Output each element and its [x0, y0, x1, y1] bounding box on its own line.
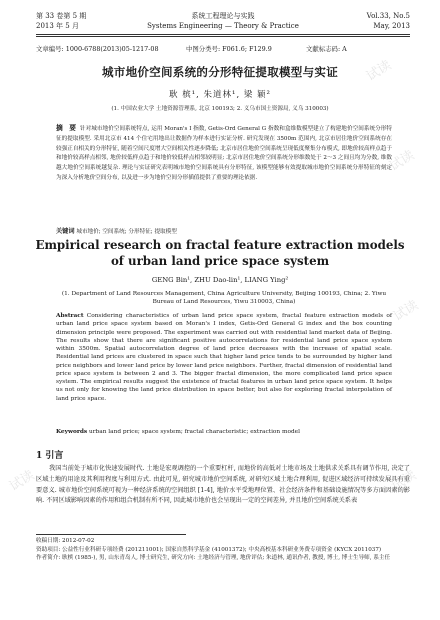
header-rule [36, 36, 410, 37]
watermark: 试读 [391, 297, 422, 325]
volume-cn: 第 33 卷第 5 期 [36, 12, 87, 20]
keywords-cn-label: 关键词 [56, 228, 75, 235]
abstract-cn-text: 针对城市地价空间系统特点, 运用 Moran's I 指数, Getis-Ord General G 指数和盒维数模型建立了构建地价空间系统分形特征的提取模型. 采用北京市 414 个住宅用地出让数据作为样本进行实证分析. 研究发现在 3500m 范围内, 北京市居住地价空间系统存在较强正自相关的分形特征, 随着空间尺度增大空间相关性逐步降低; 北京市居住地价空间系统呈现低度聚集分布模式, 即地价较高样点趋于和地价较高样点相邻, 地价较低样点趋于和地价较低样点相邻较明显; 北京市居住地价空间系统分形维数处于 2～3 之间且均为分数, 维数越大地价空间系统越复杂. 理论与实证研究表明城市地价空间系统具有分形特征, 该模型能够有效提取城市地价空间系统分形特征的刻定为深入分析地价空间分布, 以及进一步为地价空间分形插值提供了重要的理论依据. [56, 126, 393, 181]
date-cn: 2013 年 5 月 [36, 22, 79, 30]
section-heading: 1 引言 [36, 451, 64, 461]
document-code: 文献标志码: A [306, 45, 347, 53]
keywords-en [56, 429, 392, 435]
volume-en: Vol.33, No.5 [366, 12, 410, 20]
section-body: 我国当前处于城市化快速发展时代. 土地是宏观调控的一个重要杠杆, 而地价的高低对土地市场及土地供求关系具有调节作用, 决定了区域土地的用途及其利用程度与利用方式. 由此可见, 研究城市地价空间系统, 对研究区域土地合理利用, 促进区域经济可持续发展具有重要意义. 城市地价空间系统可视为一种经济系统的空间组织 [1-4], 地价水平受地理位置、社会经济条件和基础设施情况等多方面因素的影响. 不同区域影响因素的作用和组合机制有所不同, 因此城市地价也会呈现出一定的空间差异, 并且地价空间系统关系表 [36, 465, 410, 505]
footnote-rule [36, 534, 186, 535]
journal-name-en: Systems Engineering — Theory & Practice [147, 22, 299, 30]
abstract-en [56, 312, 392, 403]
footnote-received: 收稿日期: 2012-07-02 [36, 538, 95, 544]
keywords-cn-text: 城市地价; 空间系统; 分形特征; 提取模型 [76, 229, 177, 235]
authors-cn: 耿 槟¹, 朱道林¹, 梁 颖² [169, 90, 271, 100]
watermark: 试读 [387, 147, 418, 175]
authors-en: GENG Bin¹, ZHU Dao-lin¹, LIANG Ying² [151, 276, 289, 284]
watermark: 试读 [364, 57, 395, 85]
abstract-en-label: Abstract [56, 313, 84, 319]
title-en: Empirical research on fractal feature extraction models of urban land price space system [35, 238, 405, 268]
header-rule [36, 34, 410, 35]
affiliation-en: (1. Department of Land Resources Management, China Agriculture University, Beijing 100193, China; 2. Yiwu Bureau of Land Resources, Yiwu 310003, China) [61, 291, 387, 306]
title-cn: 城市地价空间系统的分形特征提取模型与实证 [102, 65, 338, 79]
keywords-en-text: urban land price; space system; fractal characteristic; extraction model [89, 429, 300, 435]
clc-number: 中图分类号: F061.6; F129.9 [186, 45, 272, 53]
affiliation-cn: (1. 中国农业大学 土地资源管理系, 北京 100193; 2. 义乌市国土资源局, 义乌 310003) [111, 106, 329, 112]
abstract-cn-label: 摘 要 [56, 124, 79, 132]
journal-name-cn: 系统工程理论与实践 [191, 12, 255, 20]
footnote-fund: 资助项目: 公益性行业科研专项经费 (201211001); 国家自然科学基金 (41001372); 中央高校基本科研业务费专项资金 (KYCX 2011037) [36, 546, 382, 553]
watermark: 试读 [7, 467, 38, 495]
date-en: May, 2013 [373, 22, 410, 30]
abstract-en-text: Considering characteristics of urban land price space system, fractal feature extraction models of urban land price space system based on Moran's I index, Getis-Ord General G index and the box counting dimension principle were proposed. The experiment was carried out with residential land market data of Beijing. The results show that there are significant positive autocorrelations for residential land price space system within 3500m. Spatial autocorrelation degree of land price decreases with the increase of spatial scale. Residential land prices are clustered in space such that higher land price tends to be surrounded by higher land price neighbors and lower land price by lower land price neighbors. Further, fractal dimension of residential land price space system is between 2 and 3. The bigger fractal dimension, the more complicated land price space system. The empirical results suggest the existence of fractal features in urban land price space system. It helps us not only for knowing the land price distribution in space better, but also for exploring fractal interpolation of land price space. [56, 313, 393, 402]
watermark: 试读 [389, 467, 420, 495]
footnote-bio: 作者简介: 耿槟 (1985-), 男, 山东青岛人, 博士研究生, 研究方向: 土地经济与管理, 地价评估; 朱道林, 通讯作者, 教授, 博士, 博士生导师, 系主任 [36, 555, 391, 562]
footnotes [36, 537, 410, 563]
keywords-en-label: Keywords [56, 429, 88, 435]
article-number: 文章编号: 1000-6788(2013)05-1217-08 [36, 45, 159, 53]
abstract-cn [56, 124, 392, 184]
keywords-cn [56, 226, 392, 235]
